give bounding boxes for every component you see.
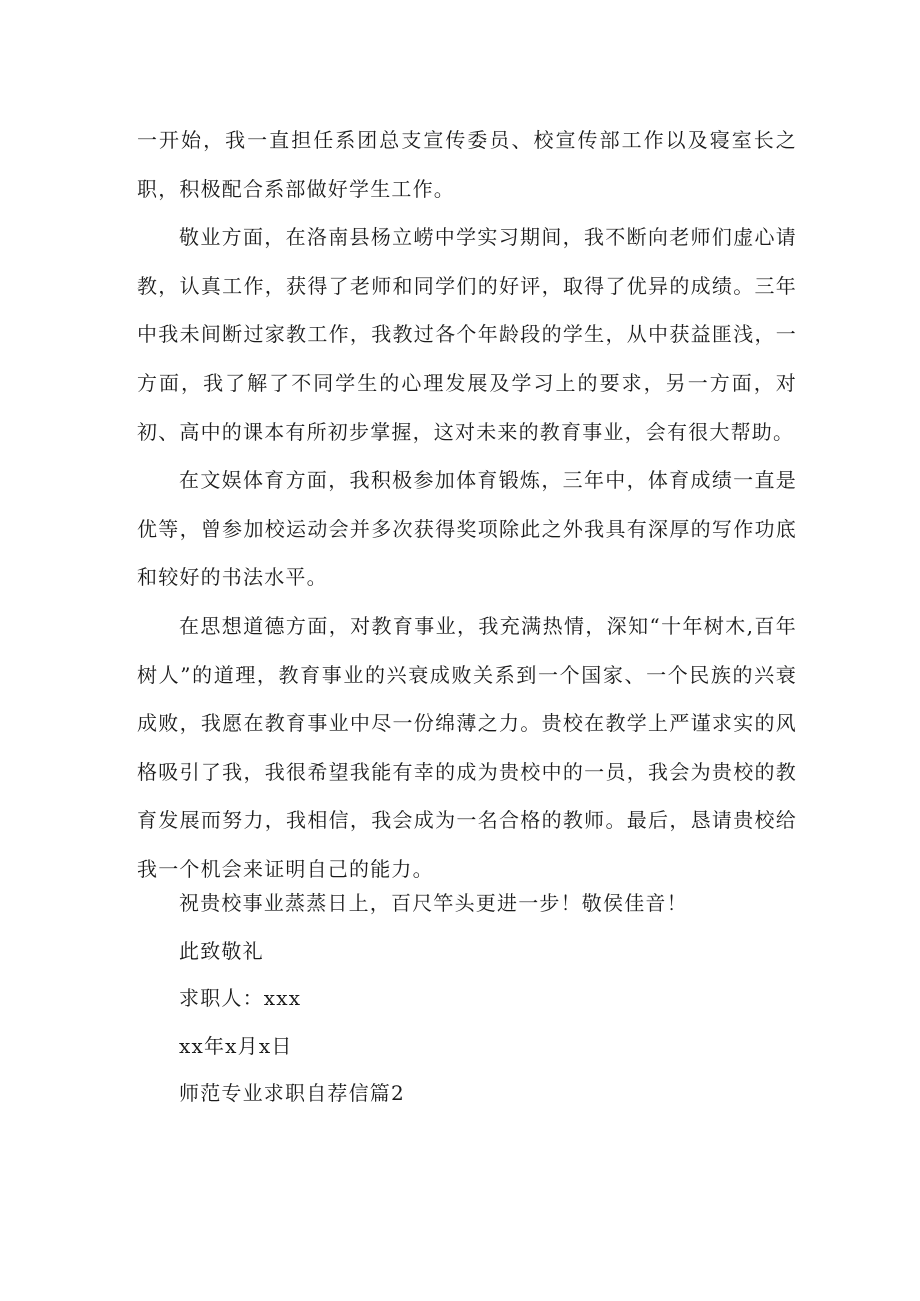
closing-wish: 祝贵校事业蒸蒸日上，百尺竿头更进一步！敬侯佳音！: [179, 891, 688, 915]
paragraph-morality: 在思想道德方面，对教育事业，我充满热情，深知“十年树木,百年树人”的道理，教育事业的兴衰成败关系到一个国家、一个民族的兴衰成败，我愿在教育事业中尽一份绵薄之力。贵校在教学上严谨求实的风格吸引了我，我很希望我能有幸的成为贵校中的一员，我会为贵校的教育发展而努力，我相信，我会成为一名合格的教师。最后，恳请贵校给我一个机会来证明自己的能力。: [137, 613, 797, 881]
letter-date: xx年x月x日: [179, 1033, 293, 1058]
closing-salutation: 此致敬礼: [179, 938, 264, 963]
applicant-signature: 求职人：xxx: [179, 986, 302, 1010]
paragraph-dedication: 敬业方面，在洛南县杨立崂中学实习期间，我不断向老师们虚心请教，认真工作，获得了老师和同学们的好评，取得了优异的成绩。三年中我未间断过家教工作，我教过各个年龄段的学生，从中获益匪浅，一方面，我了解了不同学生的心理发展及学习上的要求，另一方面，对初、高中的课本有所初步掌握，这对未来的教育事业，会有很大帮助。: [137, 225, 797, 444]
paragraph-sports: 在文娱体育方面，我积极参加体育锻炼，三年中，体育成绩一直是优等，曾参加校运动会并多次获得奖项除此之外我具有深厚的写作功底和较好的书法水平。: [137, 468, 797, 590]
letter-closing: [179, 880, 779, 1118]
next-section-title: 师范专业求职自荐信篇2: [179, 1081, 405, 1105]
paragraph-duties: 一开始，我一直担任系团总支宣传委员、校宣传部工作以及寝室长之职，积极配合系部做好学生工作。: [137, 128, 797, 201]
letter-body: [137, 116, 797, 894]
